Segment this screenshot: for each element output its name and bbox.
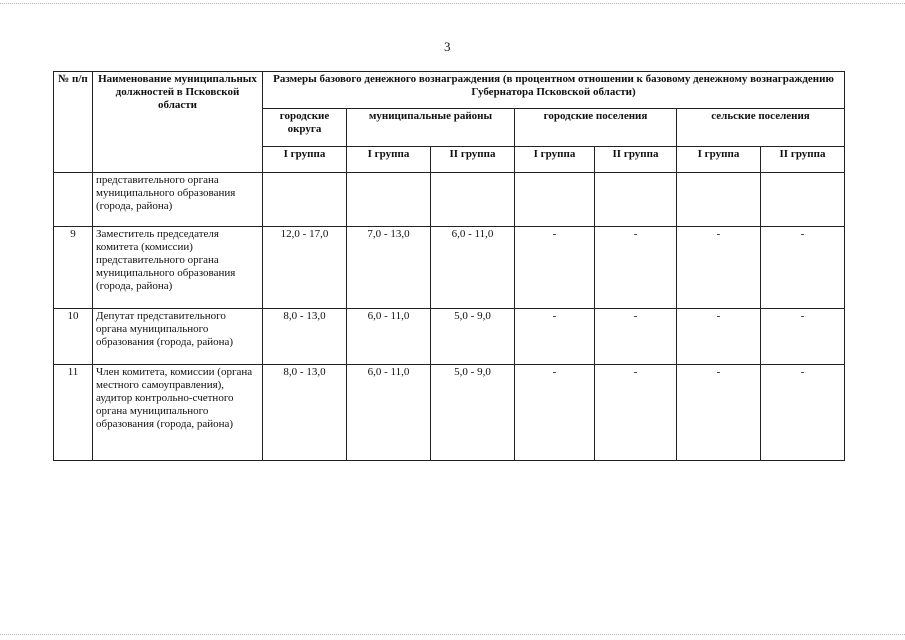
header-name: Наименование муниципальных должностей в Псковской области (93, 72, 263, 173)
row-value: - (595, 309, 677, 365)
header-group-municipal-districts: муниципальные районы (347, 109, 515, 147)
page-number: 3 (444, 39, 451, 54)
row-value (347, 173, 431, 227)
row-value: 5,0 - 9,0 (431, 309, 515, 365)
header-subgroup: II группа (595, 147, 677, 173)
row-position-name: представительного органа муниципального образования (города, района) (93, 173, 263, 227)
header-subgroup: I группа (677, 147, 761, 173)
row-value: - (761, 309, 845, 365)
row-number: 9 (54, 227, 93, 309)
row-value: - (677, 227, 761, 309)
header-subgroup: I группа (515, 147, 595, 173)
row-value: 6,0 - 11,0 (347, 365, 431, 461)
row-value (263, 173, 347, 227)
row-value: 8,0 - 13,0 (263, 365, 347, 461)
table-row (54, 173, 845, 227)
table-row (54, 227, 845, 309)
row-value: - (595, 365, 677, 461)
header-group-city-districts: городские округа (263, 109, 347, 147)
row-value: - (515, 365, 595, 461)
row-value: 7,0 - 13,0 (347, 227, 431, 309)
scan-edge-bottom (0, 634, 905, 635)
row-value: 6,0 - 11,0 (347, 309, 431, 365)
row-number: 10 (54, 309, 93, 365)
header-group-urban-settlements: городские поселения (515, 109, 677, 147)
row-value (595, 173, 677, 227)
header-subgroup: II группа (431, 147, 515, 173)
header-sizes: Размеры базового денежного вознаграждения (в процентном отношении к базовому денежному вознаграждению Губернатора Псковской области) (263, 72, 845, 109)
row-number (54, 173, 93, 227)
row-value: 6,0 - 11,0 (431, 227, 515, 309)
row-value: - (515, 309, 595, 365)
row-value (431, 173, 515, 227)
row-value (677, 173, 761, 227)
row-value: 5,0 - 9,0 (431, 365, 515, 461)
row-value: - (761, 227, 845, 309)
row-value (761, 173, 845, 227)
row-value: 8,0 - 13,0 (263, 309, 347, 365)
table-row (54, 309, 845, 365)
row-value: 12,0 - 17,0 (263, 227, 347, 309)
header-subgroup: I группа (263, 147, 347, 173)
remuneration-table (53, 71, 845, 461)
row-position-name: Член комитета, комиссии (органа местного самоуправления), аудитор контрольно-счетного органа муниципального образования (города, района) (93, 365, 263, 461)
row-value: - (515, 227, 595, 309)
row-value: - (595, 227, 677, 309)
row-position-name: Депутат представительного органа муниципального образования (города, района) (93, 309, 263, 365)
row-value (515, 173, 595, 227)
header-group-rural-settlements: сельские поселения (677, 109, 845, 147)
row-position-name: Заместитель председателя комитета (комиссии) представительного органа муниципального образования (города, района) (93, 227, 263, 309)
table-row (54, 365, 845, 461)
header-num: № п/п (54, 72, 93, 173)
scan-edge-top (0, 3, 905, 4)
row-value: - (761, 365, 845, 461)
row-value: - (677, 309, 761, 365)
header-subgroup: II группа (761, 147, 845, 173)
header-subgroup: I группа (347, 147, 431, 173)
row-number: 11 (54, 365, 93, 461)
row-value: - (677, 365, 761, 461)
